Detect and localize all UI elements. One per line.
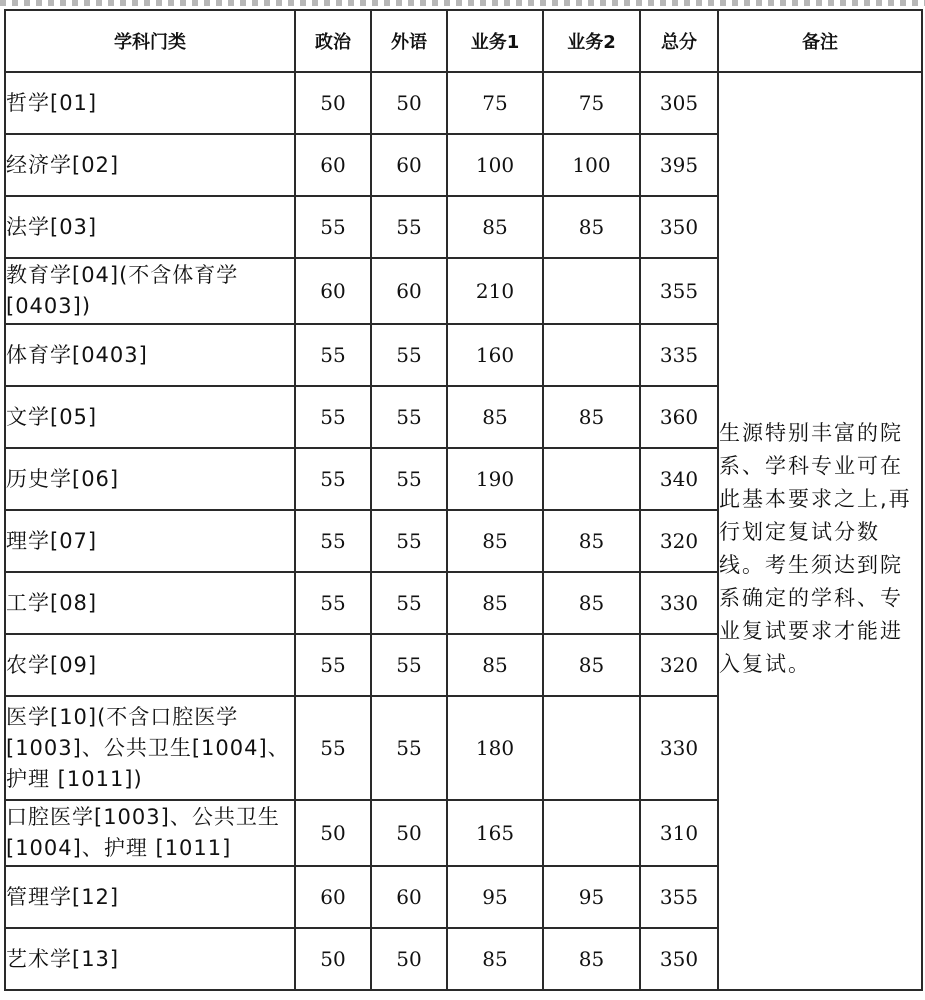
politics-cell: 55 — [295, 696, 371, 800]
subject-cell: 历史学[06] — [5, 448, 295, 510]
course2-cell: 85 — [543, 634, 640, 696]
total-cell: 320 — [640, 634, 718, 696]
subject-cell: 法学[03] — [5, 196, 295, 258]
politics-cell: 55 — [295, 510, 371, 572]
course1-cell: 85 — [447, 510, 543, 572]
course1-cell: 85 — [447, 928, 543, 990]
header-remarks: 备注 — [718, 10, 922, 72]
course2-cell: 85 — [543, 196, 640, 258]
course2-cell: 95 — [543, 866, 640, 928]
header-row — [5, 10, 922, 72]
course2-cell — [543, 324, 640, 386]
politics-cell: 50 — [295, 72, 371, 134]
total-cell: 305 — [640, 72, 718, 134]
course2-cell — [543, 258, 640, 324]
politics-cell: 55 — [295, 324, 371, 386]
course2-cell: 75 — [543, 72, 640, 134]
subject-cell: 农学[09] — [5, 634, 295, 696]
total-cell: 335 — [640, 324, 718, 386]
subject-cell: 理学[07] — [5, 510, 295, 572]
language-cell: 55 — [371, 448, 447, 510]
politics-cell: 55 — [295, 572, 371, 634]
language-cell: 50 — [371, 72, 447, 134]
course2-cell — [543, 448, 640, 510]
remarks-cell — [718, 72, 922, 990]
course2-cell: 85 — [543, 572, 640, 634]
language-cell: 50 — [371, 928, 447, 990]
course1-cell: 85 — [447, 572, 543, 634]
language-cell: 55 — [371, 572, 447, 634]
course1-cell: 210 — [447, 258, 543, 324]
language-cell: 55 — [371, 386, 447, 448]
header-course-2: 业务2 — [543, 10, 640, 72]
politics-cell: 55 — [295, 634, 371, 696]
subject-cell: 文学[05] — [5, 386, 295, 448]
subject-cell: 经济学[02] — [5, 134, 295, 196]
subject-cell: 教育学[04](不含体育学[0403]) — [5, 258, 295, 324]
course2-cell: 85 — [543, 510, 640, 572]
top-border-decoration — [0, 0, 925, 6]
course1-cell: 165 — [447, 800, 543, 866]
total-cell: 320 — [640, 510, 718, 572]
header-foreign-language: 外语 — [371, 10, 447, 72]
course1-cell: 100 — [447, 134, 543, 196]
language-cell: 60 — [371, 866, 447, 928]
course1-cell: 190 — [447, 448, 543, 510]
subject-cell: 管理学[12] — [5, 866, 295, 928]
course2-cell — [543, 696, 640, 800]
total-cell: 355 — [640, 866, 718, 928]
language-cell: 55 — [371, 510, 447, 572]
total-cell: 310 — [640, 800, 718, 866]
politics-cell: 55 — [295, 448, 371, 510]
subject-cell: 哲学[01] — [5, 72, 295, 134]
language-cell: 55 — [371, 696, 447, 800]
subject-cell: 工学[08] — [5, 572, 295, 634]
course2-cell — [543, 800, 640, 866]
language-cell: 55 — [371, 324, 447, 386]
subject-cell: 体育学[0403] — [5, 324, 295, 386]
language-cell: 55 — [371, 196, 447, 258]
total-cell: 355 — [640, 258, 718, 324]
total-cell: 395 — [640, 134, 718, 196]
course2-cell: 85 — [543, 386, 640, 448]
course2-cell: 85 — [543, 928, 640, 990]
remarks-text: 生源特别丰富的院系、学科专业可在此基本要求之上,再行划定复试分数线。考生须达到院系确定的学科、专业复试要求才能进入复试。 — [719, 421, 912, 676]
total-cell: 350 — [640, 196, 718, 258]
course1-cell: 75 — [447, 72, 543, 134]
politics-cell: 50 — [295, 928, 371, 990]
course1-cell: 85 — [447, 196, 543, 258]
total-cell: 330 — [640, 572, 718, 634]
total-cell: 340 — [640, 448, 718, 510]
total-cell: 350 — [640, 928, 718, 990]
course2-cell: 100 — [543, 134, 640, 196]
header-total: 总分 — [640, 10, 718, 72]
course1-cell: 85 — [447, 634, 543, 696]
course1-cell: 85 — [447, 386, 543, 448]
politics-cell: 55 — [295, 386, 371, 448]
header-subject: 学科门类 — [5, 10, 295, 72]
header-politics: 政治 — [295, 10, 371, 72]
language-cell: 60 — [371, 134, 447, 196]
politics-cell: 60 — [295, 258, 371, 324]
score-table — [4, 9, 923, 991]
table-row — [5, 72, 922, 134]
language-cell: 60 — [371, 258, 447, 324]
subject-cell: 艺术学[13] — [5, 928, 295, 990]
header-course-1: 业务1 — [447, 10, 543, 72]
subject-cell: 口腔医学[1003]、公共卫生 [1004]、护理 [1011] — [5, 800, 295, 866]
total-cell: 360 — [640, 386, 718, 448]
subject-cell: 医学[10](不含口腔医学[1003]、公共卫生[1004]、护理 [1011]) — [5, 696, 295, 800]
politics-cell: 60 — [295, 866, 371, 928]
course1-cell: 160 — [447, 324, 543, 386]
language-cell: 55 — [371, 634, 447, 696]
politics-cell: 50 — [295, 800, 371, 866]
course1-cell: 95 — [447, 866, 543, 928]
language-cell: 50 — [371, 800, 447, 866]
politics-cell: 60 — [295, 134, 371, 196]
total-cell: 330 — [640, 696, 718, 800]
politics-cell: 55 — [295, 196, 371, 258]
course1-cell: 180 — [447, 696, 543, 800]
